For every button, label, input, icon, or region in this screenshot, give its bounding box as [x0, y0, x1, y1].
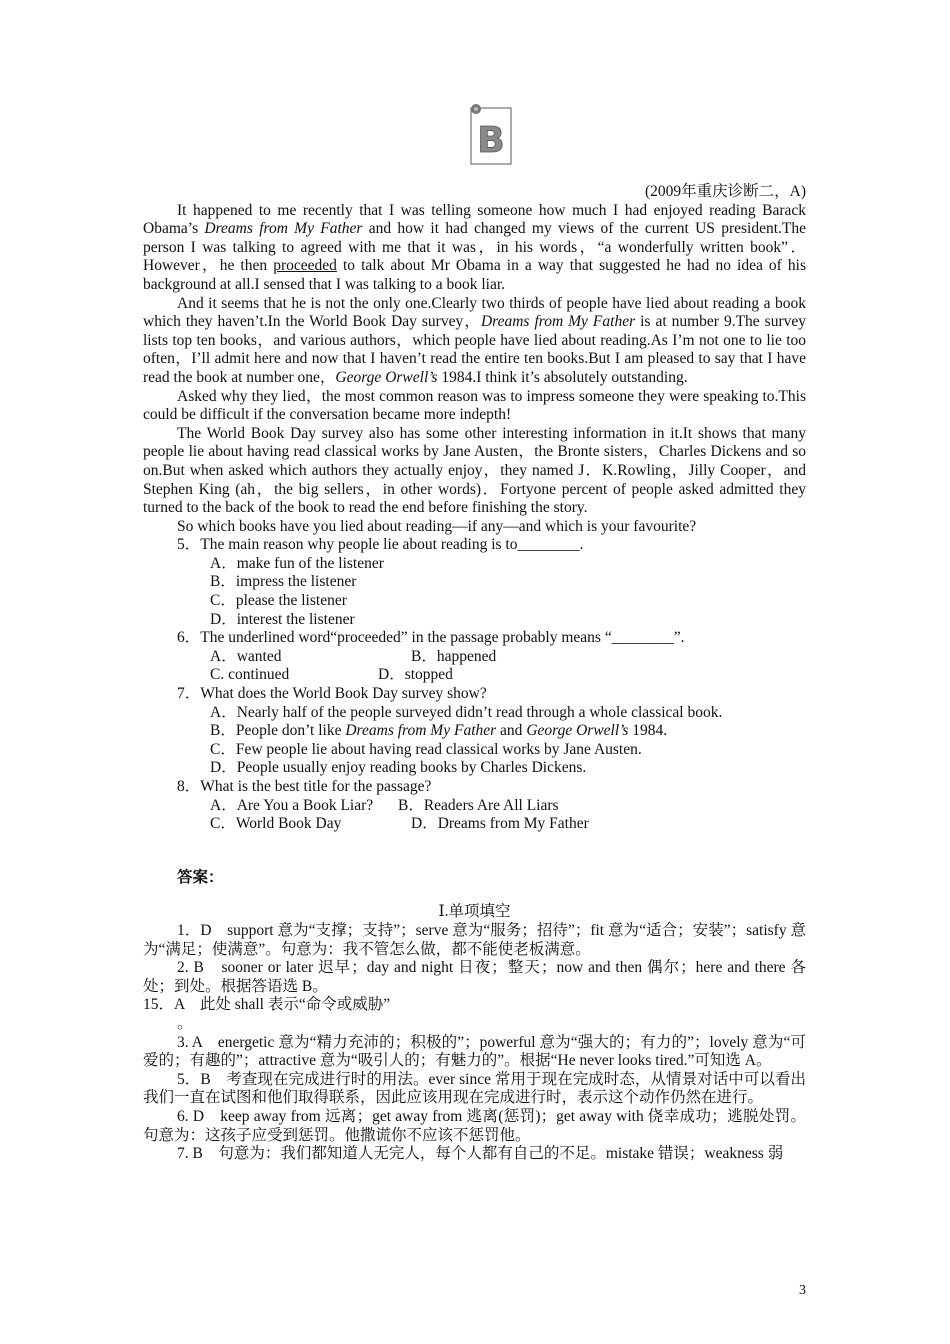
- section-title: Ⅰ.单项填空: [438, 903, 511, 921]
- underlined-word: proceeded: [273, 257, 337, 275]
- question-8: [143, 778, 806, 834]
- answer-item: 3. A energetic 意为“精力充沛的；积极的”；powerful 意为“强大的；有力的”；lovely 意为“可爱的；有趣的”；attractive 意为“吸引人的；有魅力的”。根据“He never looks tired.”可知选 A。: [143, 1033, 806, 1070]
- answer-item: 1．D support 意为“支撑；支持”；serve 意为“服务；招待”；fit 意为“适合；安装”；satisfy 意为“满足；使满意”。句意为：我不管怎么做，都不能使老板满意。: [143, 921, 806, 958]
- option: A．Nearly half of the people surveyed didn’t read through a whole classical book.: [210, 703, 723, 721]
- passage-paragraph: It happened to me recently that I was telling someone how much I had enjoyed reading Barack Obama’s Dreams from My Father and how it had changed my views of the current US president.The person I was talking to agreed with me that it was，in his words，“a wonderfully written book”．However，he then proceeded to talk about Mr Obama in a way that suggested he had no idea of his background at all.I sensed that I was talking to a book liar.: [143, 201, 806, 293]
- option-row: [143, 648, 806, 667]
- option: A．make fun of the listener: [210, 554, 384, 572]
- option: C．World Book Day: [210, 815, 342, 833]
- option: D．interest the listener: [210, 610, 355, 628]
- answer-item: 5．B 考查现在完成进行时的用法。ever since 常用于现在完成时态，从情景对话中可以看出我们一直在试图和他们取得联系，因此应该用现在完成进行时，表示这个动作仍然在进行。: [143, 1070, 806, 1107]
- question-5: [143, 536, 806, 629]
- option: D．stopped: [378, 666, 453, 684]
- option: B．impress the listener: [210, 573, 357, 591]
- option: C．Few people lie about having read classical works by Jane Austen.: [210, 740, 642, 758]
- page-number: 3: [799, 1283, 806, 1298]
- question-stem: 6．The underlined word“proceeded” in the passage probably means “________”.: [177, 629, 685, 647]
- answer-item: 7. B 句意为：我们都知道人无完人，每个人都有自己的不足。mistake 错误；weakness 弱: [177, 1145, 784, 1163]
- section-b-logo: [468, 100, 514, 166]
- option: B．People don’t like Dreams from My Father and George Orwell’s 1984.: [210, 722, 668, 740]
- question-stem: 7．What does the World Book Day survey show?: [177, 685, 487, 703]
- option: B．Readers Are All Liars: [398, 796, 559, 814]
- option: D．People usually enjoy reading books by Charles Dickens.: [210, 759, 587, 777]
- option: C．please the listener: [210, 592, 347, 610]
- passage-paragraph: And it seems that he is not the only one.Clearly two thirds of people have lied about reading a book which they haven’t.In the World Book Day survey，Dreams from My Father is at number 9.The survey lists top ten books，and various authors，which people have lied about reading.As I’m not one to lie too often，I’ll admit here and now that I haven’t read the entire ten books.But I am pleased to say that I have read the book at number one，George Orwell’s 1984.I think it’s absolutely outstanding.: [143, 294, 806, 386]
- option-row: [143, 797, 806, 816]
- document-body: [143, 183, 806, 1164]
- option-row: [143, 815, 806, 834]
- passage-paragraph: The World Book Day survey also has some other interesting information in it.It shows that many people lie about having read classical works by Jane Austen，the Bronte sisters，Charles Dickens and so on.But when asked which authors they actually enjoy，they named J．K.Rowling，Jilly Cooper，and Stephen King (ah，the big sellers，in other words)．Fortyone percent of people asked admitted they turned to the back of the book to read the end before finishing the story.: [143, 424, 806, 517]
- question-stem: 8．What is the best title for the passage?: [177, 778, 432, 795]
- question-7: [143, 685, 806, 778]
- option-row: [143, 666, 806, 685]
- answer-item: 15．A 此处 shall 表示“命令或威胁”: [143, 996, 391, 1014]
- passage-paragraph: Asked why they lied，the most common reason was to impress someone they were speaking to.This could be difficult if the conversation became more indepth!: [143, 387, 806, 424]
- answers-heading: 答案：: [177, 868, 224, 886]
- question-6: [143, 629, 806, 685]
- option: A．wanted: [210, 647, 282, 665]
- svg-text:B: B: [477, 120, 505, 161]
- option: C. continued: [210, 666, 290, 684]
- answer-item: 6. D keep away from 远离；get away from 逃离(惩罚)；get away with 侥幸成功；逃脱处罚。句意为：这孩子应受到惩罚。他撒谎你不应该不惩罚他。: [143, 1107, 806, 1144]
- question-stem: 5．The main reason why people lie about reading is to________.: [177, 536, 584, 554]
- option: D．Dreams from My Father: [411, 815, 589, 833]
- option: A．Are You a Book Liar?: [210, 796, 374, 814]
- answer-item: 2. B sooner or later 迟早；day and night 日夜；整天；now and then 偶尔；here and there 各处；到处。根据答语选 B。: [143, 959, 806, 995]
- source-note: (2009年重庆诊断二，A): [644, 183, 806, 200]
- passage-paragraph: So which books have you lied about reading—if any—and which is your favourite?: [177, 517, 697, 535]
- option: B．happened: [411, 647, 497, 665]
- answer-item: 。: [177, 1014, 193, 1032]
